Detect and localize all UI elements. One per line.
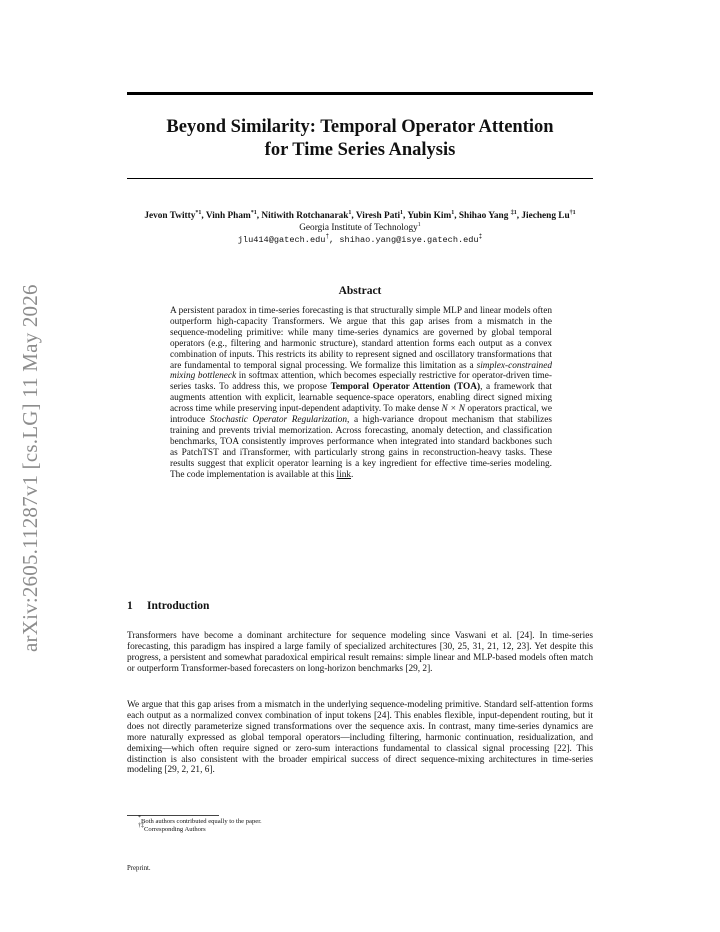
author-mark: *1 xyxy=(250,210,257,216)
title-line-1: Beyond Similarity: Temporal Operator Attention xyxy=(166,117,554,137)
author-name: Jevon Twitty xyxy=(144,211,196,221)
method-name: Temporal Operator Attention (TOA) xyxy=(330,382,481,393)
preprint-label: Preprint. xyxy=(127,865,151,872)
section-heading xyxy=(127,600,209,612)
author-name: Shihao Yang xyxy=(458,211,509,221)
author-block xyxy=(40,210,680,246)
arxiv-stamp: arXiv:2605.11287v1 [cs.LG] 11 May 2026 xyxy=(18,284,42,652)
author-mark: †1 xyxy=(569,210,576,216)
section-title: Introduction xyxy=(147,600,210,612)
email-link[interactable]: jlu414@gatech.edu xyxy=(237,235,326,245)
author-name: Jiecheng Lu xyxy=(521,211,570,221)
code-link[interactable]: link xyxy=(336,469,351,480)
title-line-2: for Time Series Analysis xyxy=(264,140,456,160)
emphasis: Stochastic Operator Regularization xyxy=(209,415,348,426)
footnote: *Both authors contributed equally to the paper. xyxy=(138,815,262,825)
emphasis: simplex-constrained mixing bottleneck xyxy=(170,360,552,382)
author-name: Yubin Kim xyxy=(407,211,452,221)
intro-paragraph-2: We argue that this gap arises from a mismatch in the underlying sequence-modeling primitive. Standard self-attention forms each output as a normalized convex combination of input tokens [24]. This enables flexible, input-dependent routing, but it does not directly parameterize signed transformations over the sequence axis. In contrast, many time-series dynamics are more naturally expressed as global temporal operators—including filtering, harmonic continuation, residualization, and demixing—which often require signed or zero-sum interactions fundamental to classical signal processing [22]. This distinction is also consistent with the broader empirical success of direct sequence-mixing architectures in time-series modeling [29, 2, 21, 6]. xyxy=(127,700,593,776)
author-mark: 1 xyxy=(348,210,352,216)
title-top-rule xyxy=(127,92,593,95)
email-line: jlu414@gatech.edu†, shihao.yang@isye.gatech.edu‡ xyxy=(237,233,483,245)
author-name: Nitiwith Rotchanarak xyxy=(261,211,349,221)
author-mark: 1 xyxy=(451,210,455,216)
author-mark: *1 xyxy=(195,210,202,216)
author-name: Vinh Pham xyxy=(205,211,251,221)
section-number: 1 xyxy=(127,600,133,612)
paper-title xyxy=(100,116,620,162)
author-name: Viresh Pati xyxy=(355,211,401,221)
author-mark: ‡1 xyxy=(510,210,517,216)
abstract-heading: Abstract xyxy=(338,285,382,297)
author-list: Jevon Twitty$^{*1}$, Vinh Pham$^{*1}$, Nitiwith Rotchanarak$^1$, Viresh Pati$^1$, Yubin Kim$^1$, Shihao Yang $^{\ddagger 1}$, Jiecheng Lu$^{\dagger 1}$ xyxy=(144,210,576,221)
math-expression: N × N xyxy=(441,404,465,415)
author-mark: 1 xyxy=(400,210,404,216)
intro-paragraph-1: Transformers have become a dominant architecture for sequence modeling since Vaswani et al. [24]. In time-series forecasting, this paradigm has inspired a large family of specialized architectures [30, 25, 31, 21, 12, 23]. Yet despite this progress, a persistent and somewhat paradoxical empirical result remains: simple linear and MLP-based models often match or outperform Transformer-based forecasters on long-horizon benchmarks [29, 2]. xyxy=(127,631,593,674)
footnote: †‡Corresponding Authors xyxy=(138,823,206,833)
affiliation: Georgia Institute of Technology$^1$ xyxy=(299,222,421,233)
title-bottom-rule xyxy=(127,178,593,179)
email-link[interactable]: shihao.yang@isye.gatech.edu xyxy=(339,235,479,245)
abstract-body: A persistent paradox in time-series forecasting is that structurally simple MLP and linear models often outperform high-capacity Transformers. We argue that this gap arises from a mismatch in the sequence-modeling primitive: while many time-series dynamics are governed by global temporal operators (e.g., filtering and harmonic structure), standard attention forms each output as a convex combination of inputs. This restricts its ability to represent signed and oscillatory transformations that are fundamental to temporal signal processing. We formalize this limitation as a simplex-constrained mixing bottleneck in softmax attention, which becomes especially restrictive for operator-driven time-series tasks. To address this, we propose Temporal Operator Attention (TOA), a framework that augments attention with explicit, learnable sequence-space operators, enabling direct signed mixing across time while preserving input-dependent adaptivity. To make dense N × N operators practical, we introduce Stochastic Operator Regularization, a high-variance dropout mechanism that stabilizes training and prevents trivial memorization. Across forecasting, anomaly detection, and classification benchmarks, TOA consistently improves performance when integrated into standard backbones such as PatchTST and iTransformer, with particularly strong gains in reconstruction-heavy tasks. These results suggest that explicit operator learning is a key ingredient for effective time-series modeling. The code implementation is available at this link. xyxy=(170,306,552,480)
